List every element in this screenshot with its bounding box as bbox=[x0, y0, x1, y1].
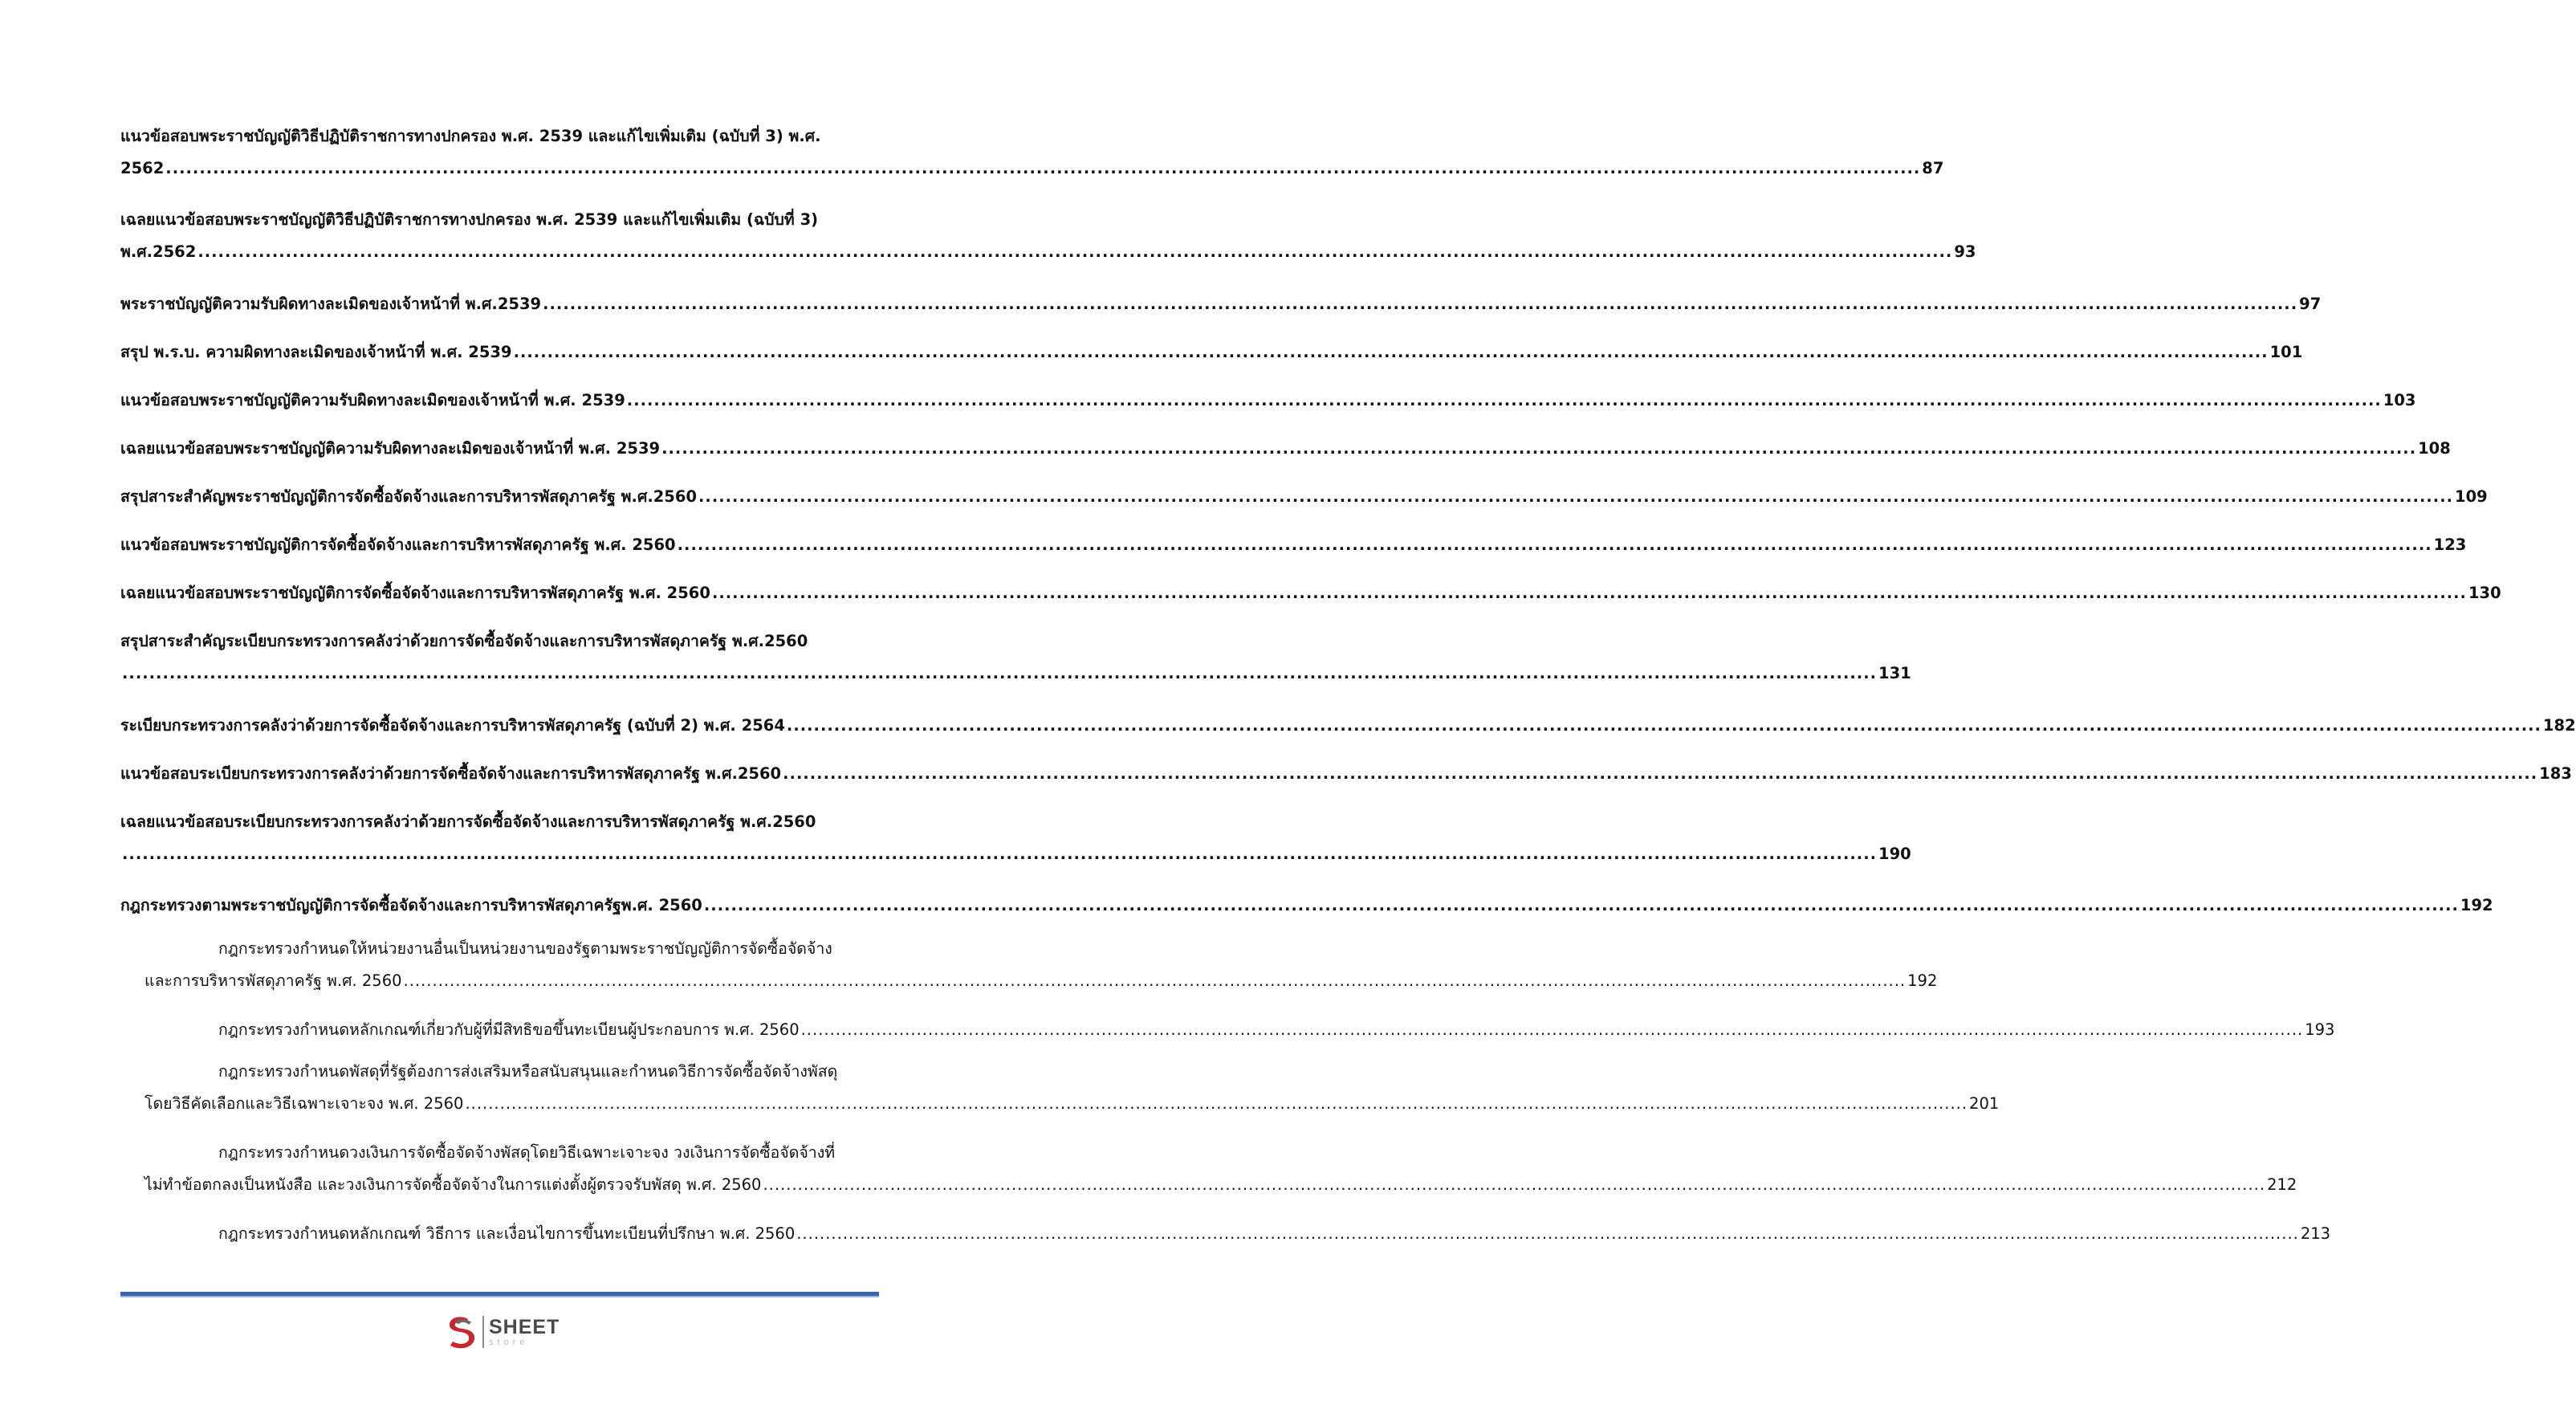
toc-entry-title: เฉลยแนวข้อสอบพระราชบัญญัติการจัดซื้อจัดจ้างและการบริหารพัสดุภาครัฐ พ.ศ. 2560 bbox=[120, 584, 710, 602]
toc-page-number: 213 bbox=[2300, 1224, 2331, 1243]
toc-page-number: 101 bbox=[2269, 343, 2303, 361]
toc-entry-title: เฉลยแนวข้อสอบพระราชบัญญัติความรับผิดทางละเมิดของเจ้าหน้าที่ พ.ศ. 2539 bbox=[120, 439, 661, 458]
toc-entry-title: กฎกระทรวงกำหนดหลักเกณฑ์เกี่ยวกับผู้ที่มีสิทธิขอขึ้นทะเบียนผู้ประกอบการ พ.ศ. 2560 bbox=[218, 1020, 800, 1039]
dot-leader bbox=[801, 1014, 2304, 1046]
toc-entry-title: พระราชบัญญัติความรับผิดทางละเมิดของเจ้าหน้าที่ พ.ศ.2539 bbox=[120, 295, 542, 313]
logo-brand: SHEET bbox=[489, 1315, 560, 1338]
dot-leader bbox=[165, 153, 1920, 185]
toc-entry-title-end: โดยวิธีคัดเลือกและวิธีเฉพาะเจาะจง พ.ศ. 2560 bbox=[144, 1094, 464, 1113]
dot-leader bbox=[796, 1218, 2299, 1250]
toc-entry[interactable] bbox=[120, 204, 1976, 268]
toc-entry-title: กฎกระทรวงกำหนดพัสดุที่รัฐต้องการส่งเสริมหรือสนับสนุนและกำหนดวิธีการจัดซื้อจัดจ้างพัสดุ bbox=[218, 1062, 838, 1081]
toc-subentry[interactable] bbox=[120, 1218, 2331, 1250]
toc-entry-title: สรุปสาระสำคัญพระราชบัญญัติการจัดซื้อจัดจ้างและการบริหารพัสดุภาครัฐ พ.ศ.2560 bbox=[120, 487, 698, 506]
toc-entry[interactable] bbox=[120, 385, 2416, 417]
toc-entry-title: แนวข้อสอบพระราชบัญญัติวิธีปฏิบัติราชการทางปกครอง พ.ศ. 2539 และแก้ไขเพิ่มเติม (ฉบับที่ 3) พ.ศ. bbox=[120, 127, 821, 145]
dot-leader bbox=[543, 288, 2297, 320]
dot-leader bbox=[465, 1088, 1968, 1120]
toc-page-number: 87 bbox=[1922, 159, 1944, 177]
toc-entry[interactable] bbox=[120, 710, 2576, 742]
toc-page-number: 97 bbox=[2299, 295, 2322, 313]
toc-page-number: 130 bbox=[2468, 584, 2501, 602]
toc-entry-title: สรุปสาระสำคัญระเบียบกระทรวงการคลังว่าด้วยการจัดซื้อจัดจ้างและการบริหารพัสดุภาครัฐ พ.ศ.2560 bbox=[120, 632, 808, 650]
toc-entry-title: กฎกระทรวงกำหนดให้หน่วยงานอื่นเป็นหน่วยงานของรัฐตามพระราชบัญญัติการจัดซื้อจัดจ้าง bbox=[218, 939, 832, 958]
toc-entry-title: แนวข้อสอบระเบียบกระทรวงการคลังว่าด้วยการจัดซื้อจัดจ้างและการบริหารพัสดุภาครัฐ พ.ศ.2560 bbox=[120, 764, 782, 783]
toc-entry-title: กฎกระทรวงกำหนดหลักเกณฑ์ วิธีการ และเงื่อนไขการขึ้นทะเบียนที่ปรึกษา พ.ศ. 2560 bbox=[218, 1224, 796, 1243]
dot-leader bbox=[197, 236, 1952, 268]
toc-page-number: 182 bbox=[2542, 716, 2576, 735]
toc-entry-title: กฎกระทรวงกำหนดวงเงินการจัดซื้อจัดจ้างพัสดุโดยวิธีเฉพาะเจาะจง วงเงินการจัดซื้อจัดจ้างที่ bbox=[218, 1143, 836, 1162]
toc-entry-title: สรุป พ.ร.บ. ความผิดทางละเมิดของเจ้าหน้าที่ พ.ศ. 2539 bbox=[120, 343, 512, 361]
toc-subentry[interactable] bbox=[120, 1056, 2000, 1120]
dot-leader bbox=[661, 433, 2416, 465]
toc-subentry[interactable] bbox=[120, 1014, 2335, 1046]
footer-rule bbox=[120, 1292, 879, 1297]
toc-entry[interactable] bbox=[120, 806, 1911, 870]
dot-leader bbox=[122, 658, 1877, 690]
toc-entry-title-end: พ.ศ.2562 bbox=[120, 242, 197, 261]
toc-entry-title-end: 2562 bbox=[120, 159, 165, 177]
dot-leader bbox=[627, 385, 2382, 417]
toc-page-number: 109 bbox=[2455, 487, 2488, 506]
logo-wordmark bbox=[489, 1317, 560, 1347]
dot-leader bbox=[122, 838, 1877, 870]
toc-page-number: 193 bbox=[2305, 1020, 2335, 1039]
toc-entry-title: เฉลยแนวข้อสอบระเบียบกระทรวงการคลังว่าด้วยการจัดซื้อจัดจ้างและการบริหารพัสดุภาครัฐ พ.ศ.2560 bbox=[120, 812, 816, 831]
toc-entry-title-end: ไม่ทำข้อตกลงเป็นหนังสือ และวงเงินการจัดซื้อจัดจ้างในการแต่งตั้งผู้ตรวจรับพัสดุ พ.ศ. 2560 bbox=[144, 1175, 762, 1194]
dot-leader bbox=[698, 481, 2453, 513]
toc-entry[interactable] bbox=[120, 529, 2467, 561]
toc-entry-title: แนวข้อสอบพระราชบัญญัติความรับผิดทางละเมิดของเจ้าหน้าที่ พ.ศ. 2539 bbox=[120, 391, 625, 409]
toc-subentry[interactable] bbox=[120, 1137, 2297, 1201]
dot-leader bbox=[514, 336, 2269, 369]
toc-page-number: 212 bbox=[2267, 1175, 2297, 1194]
logo-separator bbox=[482, 1316, 484, 1348]
dot-leader bbox=[712, 577, 2467, 609]
toc-entry[interactable] bbox=[120, 336, 2303, 369]
toc-page-number: 201 bbox=[1969, 1094, 2000, 1113]
toc-entry-title: แนวข้อสอบพระราชบัญญัติการจัดซื้อจัดจ้างและการบริหารพัสดุภาครัฐ พ.ศ. 2560 bbox=[120, 536, 676, 554]
toc-entry[interactable] bbox=[120, 481, 2488, 513]
toc-entry-title-end: และการบริหารพัสดุภาครัฐ พ.ศ. 2560 bbox=[144, 971, 402, 990]
toc-page-number: 103 bbox=[2383, 391, 2416, 409]
toc-entry[interactable] bbox=[120, 288, 2322, 320]
toc-entry-title: กฎกระทรวงตามพระราชบัญญัติการจัดซื้อจัดจ้างและการบริหารพัสดุภาครัฐพ.ศ. 2560 bbox=[120, 896, 702, 914]
toc-entry[interactable] bbox=[120, 758, 2572, 790]
toc-subentry[interactable] bbox=[120, 933, 1938, 997]
sheet-store-logo bbox=[444, 1314, 560, 1350]
toc-page-number: 93 bbox=[1954, 242, 1976, 261]
dot-leader bbox=[783, 758, 2537, 790]
toc-entry[interactable] bbox=[120, 890, 2493, 922]
toc-page-number: 192 bbox=[2460, 896, 2493, 914]
dot-leader bbox=[704, 890, 2459, 922]
toc-entry[interactable] bbox=[120, 120, 1944, 185]
toc-page-number: 108 bbox=[2418, 439, 2451, 458]
toc-entry[interactable] bbox=[120, 625, 1911, 690]
logo-subtext: store bbox=[489, 1337, 529, 1347]
toc-page-number: 131 bbox=[1878, 664, 1911, 682]
sheet-store-logo-icon bbox=[444, 1314, 478, 1350]
toc-entry-title: เฉลยแนวข้อสอบพระราชบัญญัติวิธีปฏิบัติราชการทางปกครอง พ.ศ. 2539 และแก้ไขเพิ่มเติม (ฉบับที่ 3) bbox=[120, 210, 819, 229]
toc-entry[interactable] bbox=[120, 577, 2501, 609]
dot-leader bbox=[404, 965, 1907, 997]
toc-entry-title: ระเบียบกระทรวงการคลังว่าด้วยการจัดซื้อจัดจ้างและการบริหารพัสดุภาครัฐ (ฉบับที่ 2) พ.ศ. 2564 bbox=[120, 716, 785, 735]
dot-leader bbox=[763, 1169, 2265, 1201]
dot-leader bbox=[678, 529, 2432, 561]
toc-page-number: 192 bbox=[1907, 971, 1938, 990]
toc-page-number: 183 bbox=[2539, 764, 2572, 783]
toc-entry[interactable] bbox=[120, 433, 2451, 465]
toc-page-number: 190 bbox=[1878, 845, 1911, 863]
toc-page-number: 123 bbox=[2433, 536, 2467, 554]
dot-leader bbox=[787, 710, 2541, 742]
